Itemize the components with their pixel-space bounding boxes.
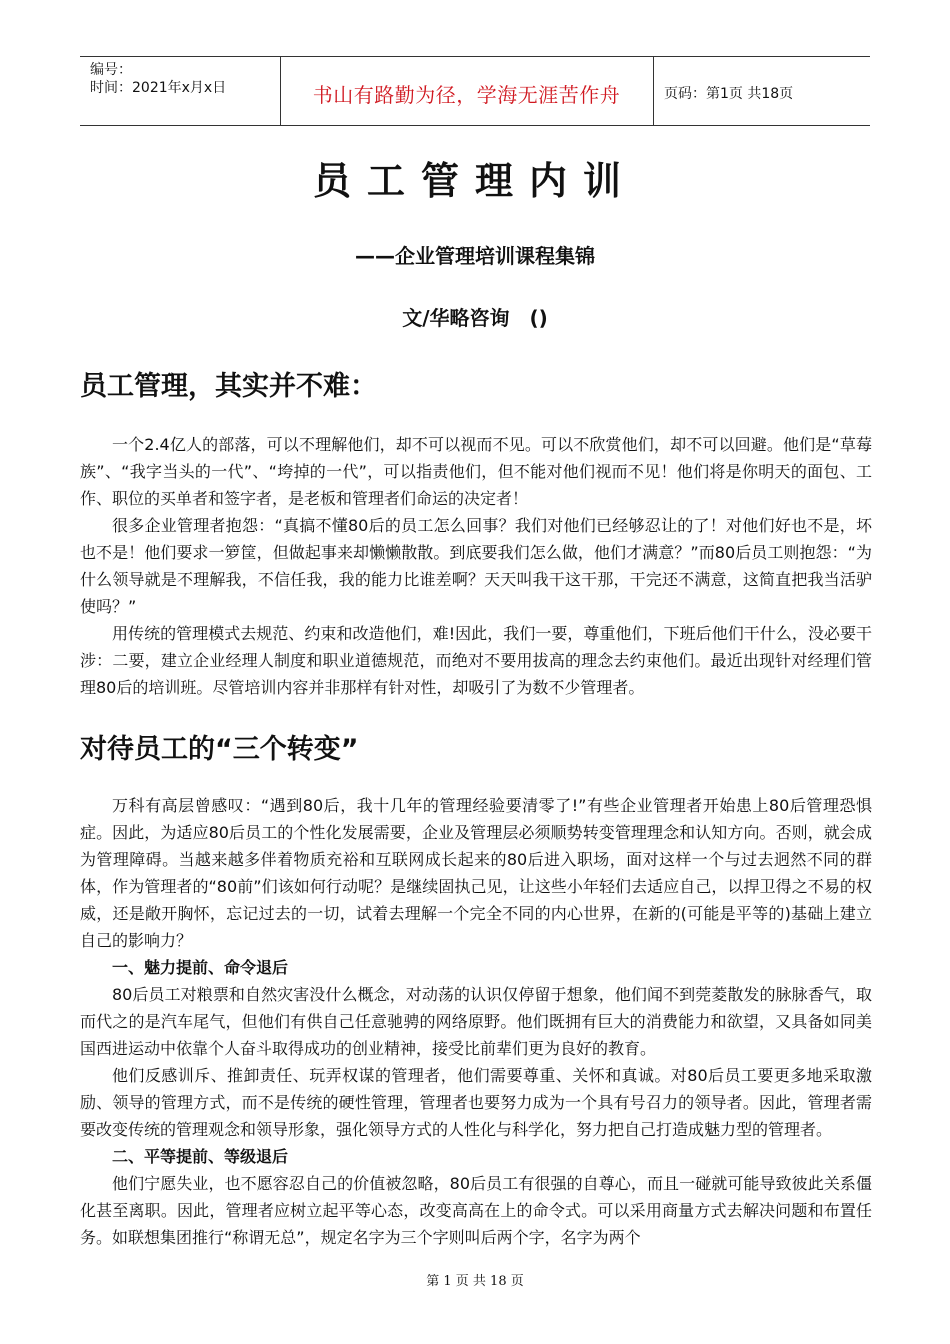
page-header: [80, 56, 870, 126]
header-divider: [653, 57, 654, 125]
page-footer: 第 1 页 共 18 页: [426, 1274, 524, 1289]
header-meta: [90, 61, 226, 97]
header-page-info: 页码：第1页 共18页: [664, 86, 794, 102]
document-title: 员工管理内训: [312, 159, 637, 203]
paragraph: 一个2.4亿人的部落，可以不理解他们，却不可以视而不见。可以不欣赏他们，却不可以回避。他们是“草莓族”、“我字当头的一代”、“垮掉的一代”，可以指责他们，但不能对他们视而不见！他们将是你明天的面包、工作、职位的买单者和签字者，是老板和管理者们命运的决定者！: [80, 435, 872, 508]
paragraph: 用传统的管理模式去规范、约束和改造他们，难!因此，我们一要，尊重他们，下班后他们干什么，没必要干涉：二要，建立企业经理人制度和职业道德规范，而绝对不要用拔高的理念去约束他们。最近出现针对经理们管理80后的培训班。尽管培训内容并非那样有针对性，却吸引了为数不少管理者。: [80, 624, 872, 697]
paragraph: 万科有高层曾感叹：“遇到80后，我十几年的管理经验要清零了!”有些企业管理者开始患上80后管理恐惧症。因此，为适应80后员工的个性化发展需要，企业及管理层必须顺势转变管理理念和认知方向。否则，就会成为管理障碍。当越来越多伴着物质充裕和互联网成长起来的80后进入职场，面对这样一个与过去迥然不同的群体，作为管理者的“80前”们该如何行动呢？是继续固执己见，让这些小年轻们去适应自己，以捍卫得之不易的权威，还是敞开胸怀，忘记过去的一切，试着去理解一个完全不同的内心世界，在新的(可能是平等的)基础上建立自己的影响力？: [80, 796, 872, 950]
paragraph: 80后员工对粮票和自然灾害没什么概念，对动荡的认识仅停留于想象，他们闻不到莞菱散发的脉脉香气，取而代之的是汽车尾气，但他们有供自己任意驰骋的网络原野。他们既拥有巨大的消费能力和欲望，又具备如同美国西进运动中依靠个人奋斗取得成功的创业精神，接受比前辈们更为良好的教育。: [80, 985, 872, 1058]
section-heading: 员工管理，其实并不难：: [80, 371, 377, 402]
date-label: 时间：2021年x月x日: [90, 80, 227, 96]
paragraph: 他们宁愿失业，也不愿容忍自己的价值被忽略，80后员工有很强的自尊心，而且一碰就可能导致彼此关系僵化甚至离职。因此，管理者应树立起平等心态，改变高高在上的命令式。可以采用商量方式去解决问题和布置任务。如联想集团推行“称谓无总”，规定名字为三个字则叫后两个字，名字为两个: [80, 1174, 872, 1247]
section-body: [80, 792, 872, 1251]
subsection-heading: 一、魅力提前、命令退后: [112, 958, 289, 977]
paragraph: 他们反感训斥、推卸责任、玩弄权谋的管理者，他们需要尊重、关怀和真诚。对80后员工要更多地采取激励、领导的管理方式，而不是传统的硬性管理，管理者也要努力成为一个具有号召力的领导者。因此，管理者需要改变传统的管理观念和领导形象，强化领导方式的人性化与科学化，努力把自己打造成魅力型的管理者。: [80, 1066, 872, 1139]
subsection-heading: 二、平等提前、等级退后: [112, 1147, 289, 1166]
document-subtitle: ——企业管理培训课程集锦: [355, 244, 595, 268]
serial-label: 编号：: [90, 62, 132, 78]
section-heading: 对待员工的“三个转变”: [80, 734, 359, 765]
section-body: [80, 431, 872, 701]
document-byline: 文/华略咨询 (): [402, 306, 548, 330]
paragraph: 很多企业管理者抱怨：“真搞不懂80后的员工怎么回事？我们对他们已经够忍让的了！对他们好也不是，坏也不是！他们要求一箩筐，但做起事来却懒懒散散。到底要我们怎么做，他们才满意？”而80后员工则抱怨：“为什么领导就是不理解我，不信任我，我的能力比谁差啊？天天叫我干这干那，干完还不满意，这简直把我当活驴使吗？”: [80, 516, 872, 616]
header-motto: 书山有路勤为径，学海无涯苦作舟: [312, 83, 621, 107]
